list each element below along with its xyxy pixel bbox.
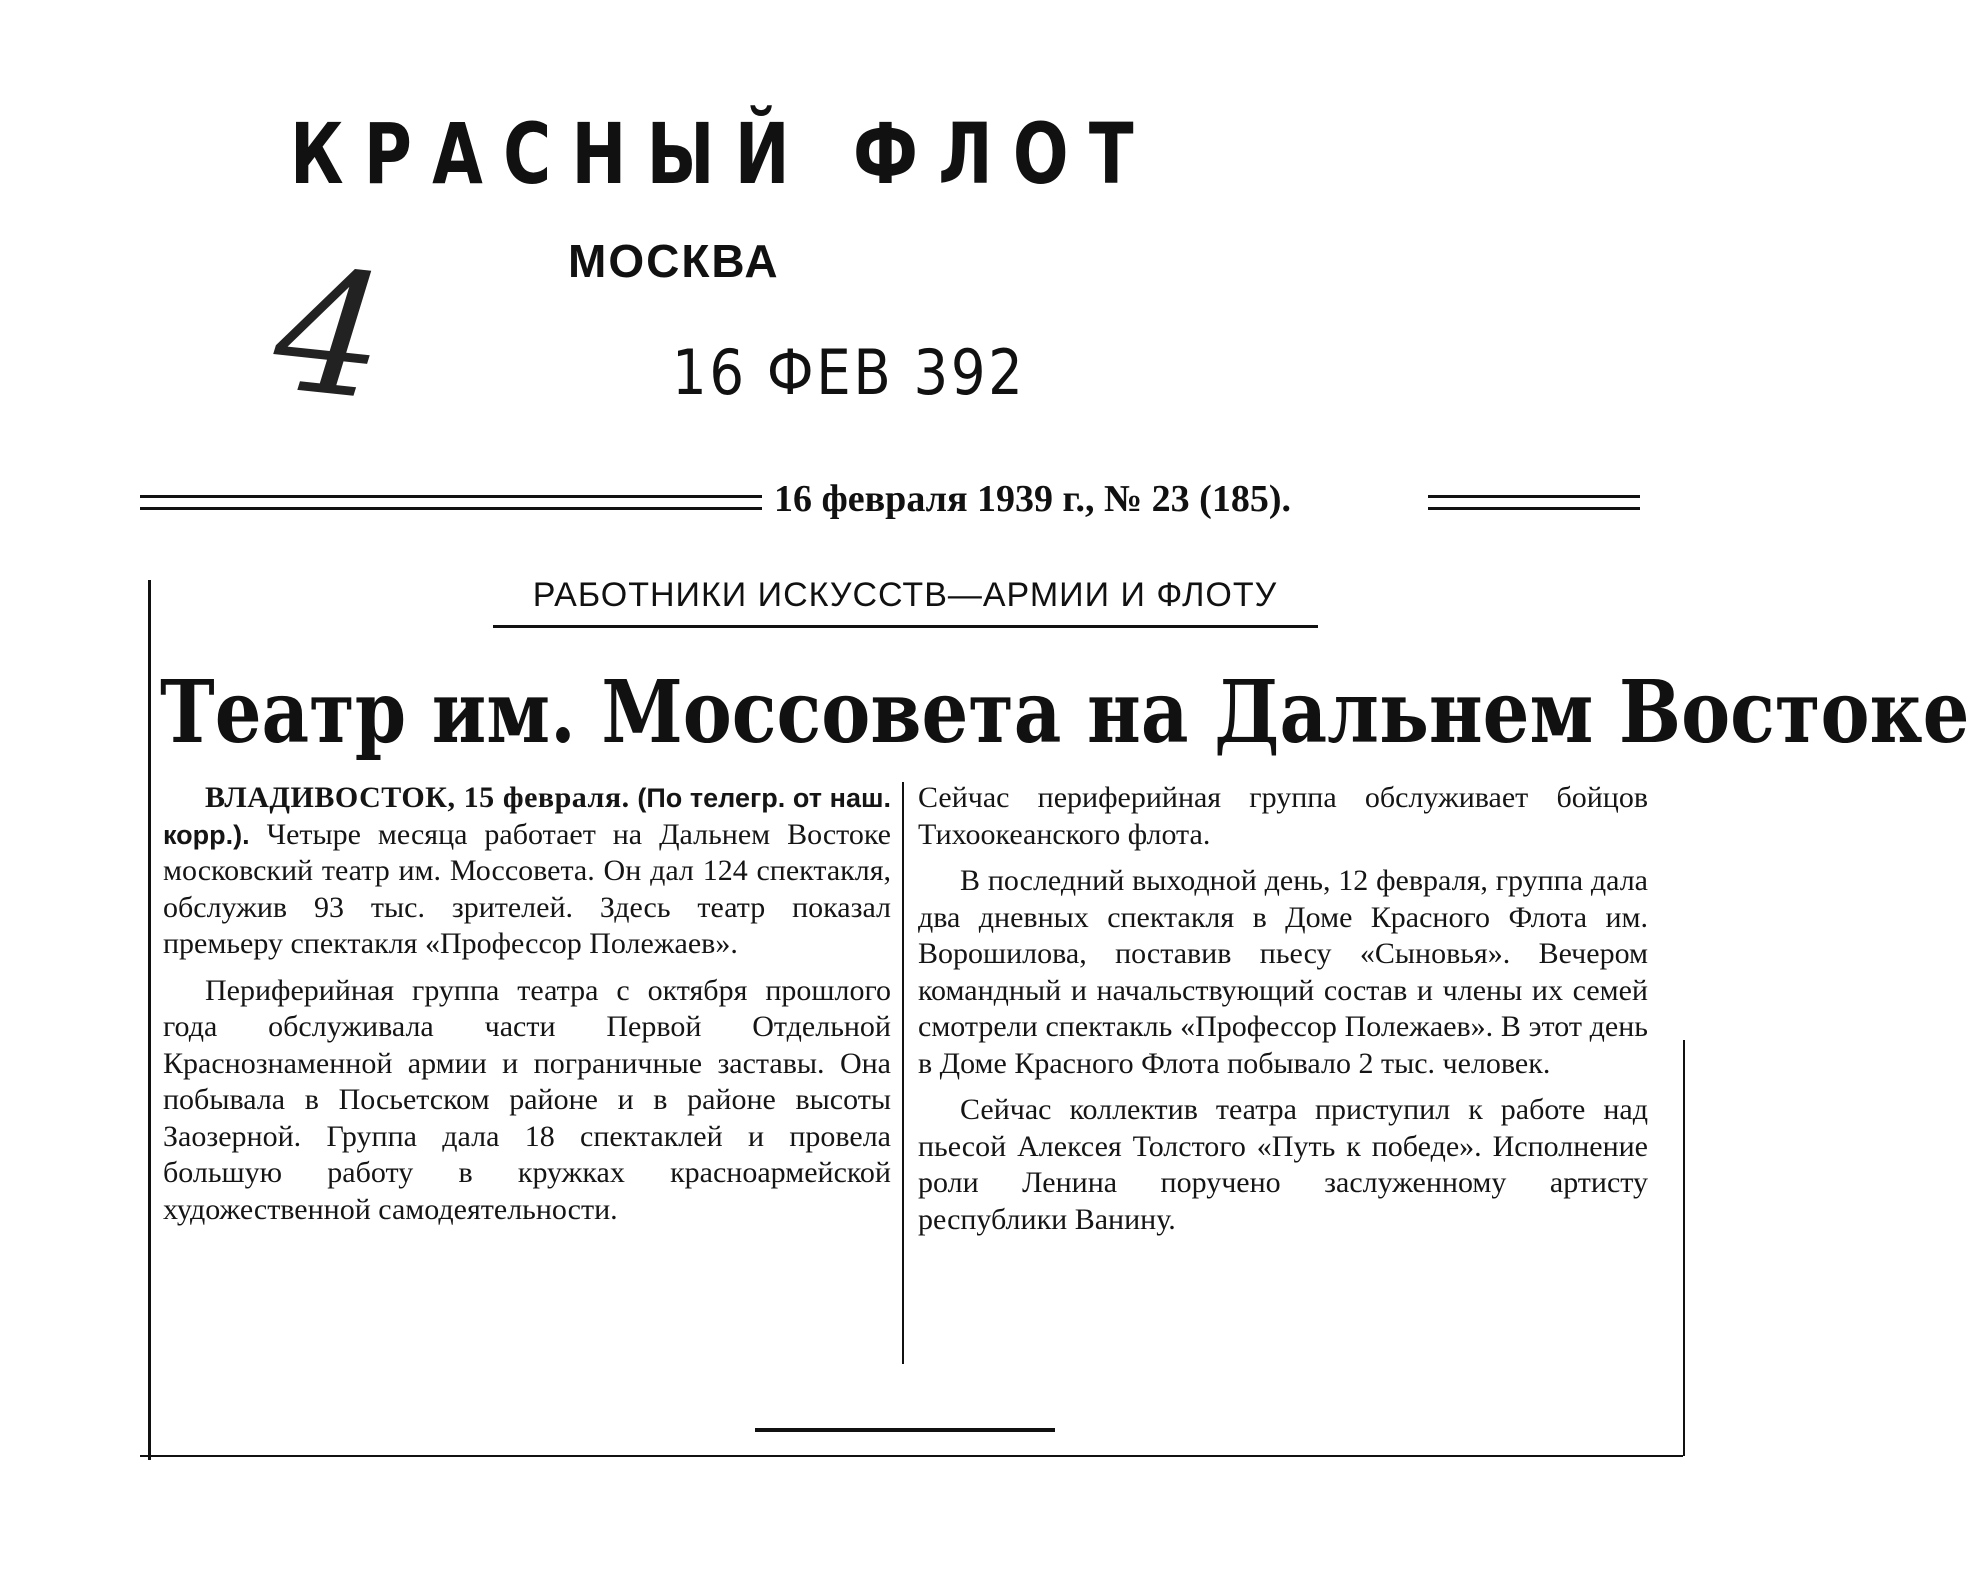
masthead-city: МОСКВА [568,235,780,287]
article-end-rule [755,1428,1055,1432]
article-headline: Театр им. Моссовета на Дальнем Востоке [160,662,1969,763]
article-column-right [918,780,1648,1238]
dateline: ВЛАДИВОСТОК, 15 февраля. [205,781,630,814]
article-frame-left [148,580,151,1460]
column-divider [902,782,904,1364]
issue-date-line: 16 февраля 1939 г., № 23 (185). [774,478,1291,520]
double-rule-right [1428,495,1640,510]
paragraph: Сейчас коллектив театра приступил к работе над пьесой Алексея Толстого «Путь к победе». Исполнение роли Ленина поручено заслуженному артисту республики Ванину. [918,1093,1648,1236]
paragraph: Сейчас периферийная группа обслуживает бойцов Тихоокеанского флота. [918,781,1648,851]
article-frame-right [1683,1040,1685,1456]
paragraph [163,780,891,963]
handwritten-number: 4 [265,230,395,440]
article-frame-bottom [140,1455,1683,1457]
article-column-left [163,780,891,1228]
section-rubric: РАБОТНИКИ ИСКУССТВ—АРМИИ И ФЛОТУ [532,576,1278,614]
paragraph: Периферийная группа театра с октября прошлого года обслуживала части Первой Отдельной Краснознаменной армии и пограничные заставы. Она побывала в Посьетском районе и в районе высоты Заозерной. Группа дала 18 спектаклей и провела большую работу в кружках красноармейской художественной самодеятельности. [163,973,891,1226]
correspondent-credit: (По телегр. от наш. корр.). [163,783,891,850]
paragraph-text: Четыре месяца работает на Дальнем Востоке московский театр им. Моссовета. Он дал 124 спектакля, обслужив 93 тыс. зрителей. Здесь театр показал премьеру спектакля «Профессор Полежаев». [163,817,891,960]
stamp-date: 16 ФЕВ 392 [672,336,1026,409]
masthead-title: КРАСНЫЙ ФЛОТ [290,105,1154,203]
rubric-underline [493,625,1318,628]
paragraph: В последний выходной день, 12 февраля, группа дала два дневных спектакля в Доме Красного Флота им. Ворошилова, поставив пьесу «Сыновья». Вечером командный и начальствующий состав и члены их семей смотрели спектакль «Профессор Полежаев». В этот день в Доме Красного Флота побывало 2 тыс. человек. [918,864,1648,1080]
double-rule-left [140,495,762,510]
